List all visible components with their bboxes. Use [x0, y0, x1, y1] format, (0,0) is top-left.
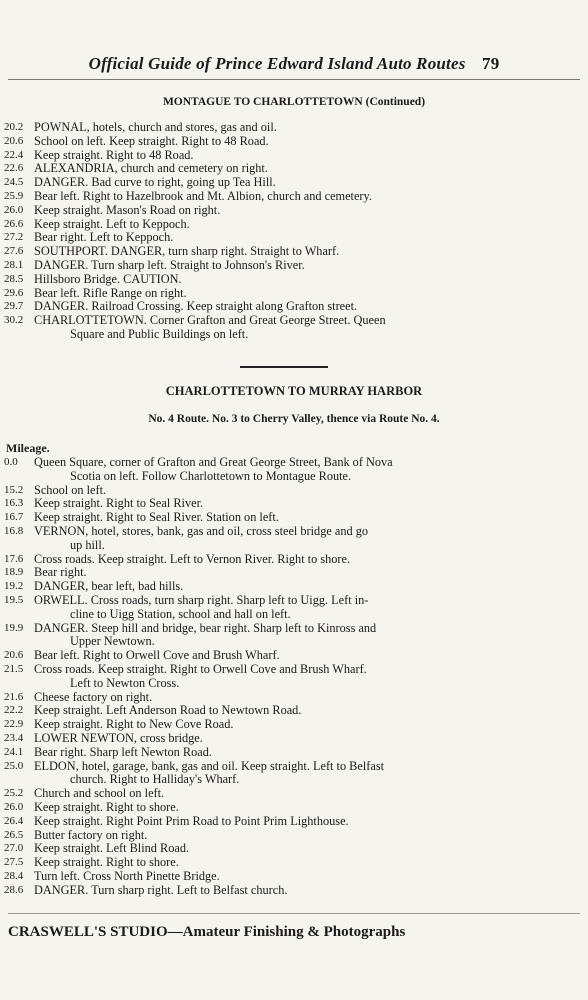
direction-text: Keep straight. Left Blind Road. [34, 841, 190, 856]
route-entry [0, 801, 588, 815]
mileage-value: 20.6 [4, 134, 24, 147]
mileage-value: 29.6 [4, 286, 24, 299]
route-entry [0, 511, 588, 525]
mileage-value: 0.0 [4, 456, 18, 468]
route-entry [0, 856, 588, 870]
direction-text: DANGER. Turn sharp right. Left to Belfast church. [34, 882, 288, 897]
route-entry [0, 691, 588, 705]
direction-continuation: church. Right to Halliday's Wharf. [70, 772, 240, 787]
route-entry [0, 829, 588, 843]
mileage-value: 22.6 [4, 162, 24, 175]
mileage-value: 19.2 [4, 580, 24, 593]
direction-text: School on left. Keep straight. Right to 48 Road. [34, 133, 269, 148]
route-entry [0, 732, 588, 746]
direction-text: Bear right. Sharp left Newton Road. [34, 744, 212, 759]
section-title-montague: MONTAGUE TO CHARLOTTETOWN (Continued) [162, 96, 426, 108]
route-direction [34, 176, 524, 190]
route-direction [34, 649, 524, 663]
route-entry [0, 815, 588, 829]
route-direction [34, 497, 524, 511]
route-direction [34, 746, 524, 760]
route-entry [0, 787, 588, 801]
direction-text: Keep straight. Right to Seal River. Station on left. [34, 510, 279, 525]
mileage-value: 26.6 [4, 217, 24, 230]
route-entry [0, 190, 588, 204]
section-divider [240, 366, 328, 368]
route-direction [34, 691, 524, 705]
direction-text: Bear left. Right to Hazelbrook and Mt. Albion, church and cemetery. [34, 188, 372, 203]
header-rule [8, 79, 580, 80]
route-direction [34, 801, 524, 815]
mileage-value: 28.6 [4, 883, 24, 896]
route-entry [0, 746, 588, 760]
direction-text: Keep straight. Left to Keppoch. [34, 216, 190, 231]
direction-text: Turn left. Cross North Pinette Bridge. [34, 868, 220, 883]
mileage-value: 29.7 [4, 300, 24, 313]
mileage-value: 30.2 [4, 314, 24, 327]
route-entry [0, 566, 588, 580]
direction-text: ORWELL. Cross roads, turn sharp right. Sharp left to Uigg. Left in- [34, 592, 369, 607]
route-direction [34, 732, 524, 746]
route-direction [34, 718, 524, 732]
route-entry [0, 259, 588, 273]
direction-text: Butter factory on right. [34, 827, 148, 842]
route-entry [0, 287, 588, 301]
route-entry [0, 149, 588, 163]
route-direction [34, 525, 524, 553]
mileage-value: 16.3 [4, 497, 24, 510]
direction-text: Keep straight. Right to shore. [34, 799, 179, 814]
mileage-value: 22.4 [4, 148, 24, 161]
route-entry [0, 580, 588, 594]
route-entry [0, 497, 588, 511]
direction-text: Keep straight. Right to 48 Road. [34, 147, 194, 162]
route-entry [0, 553, 588, 567]
direction-continuation: Square and Public Buildings on left. [70, 326, 249, 341]
route-direction [34, 663, 524, 691]
route-entry [0, 218, 588, 232]
route-direction [34, 842, 524, 856]
direction-text: ALEXANDRIA, church and cemetery on right. [34, 161, 268, 176]
direction-continuation: cline to Uigg Station, school and hall on left. [70, 606, 291, 621]
route-direction [34, 760, 524, 788]
direction-text: Keep straight. Left Anderson Road to Newtown Road. [34, 703, 302, 718]
route-direction [34, 218, 524, 232]
route-direction [34, 204, 524, 218]
route-direction [34, 259, 524, 273]
route-list-murray-harbor [0, 456, 588, 898]
direction-text: Bear left. Rifle Range on right. [34, 285, 187, 300]
route-direction [34, 787, 524, 801]
route-direction [34, 829, 524, 843]
mileage-value: 27.5 [4, 856, 24, 869]
direction-text: VERNON, hotel, stores, bank, gas and oil, cross steel bridge and go [34, 523, 369, 538]
route-direction [34, 162, 524, 176]
mileage-value: 27.0 [4, 842, 24, 855]
route-subtitle: No. 4 Route. No. 3 to Cherry Valley, thence via Route No. 4. [148, 413, 440, 425]
route-direction [34, 580, 524, 594]
direction-text: DANGER. Railroad Crossing. Keep straight along Grafton street. [34, 299, 358, 314]
route-direction [34, 135, 524, 149]
route-direction [34, 149, 524, 163]
route-direction [34, 870, 524, 884]
mileage-value: 26.4 [4, 814, 24, 827]
route-entry [0, 842, 588, 856]
route-entry [0, 622, 588, 650]
route-entry [0, 870, 588, 884]
route-entry [0, 314, 588, 342]
mileage-value: 22.2 [4, 704, 24, 717]
direction-text: CHARLOTTETOWN. Corner Grafton and Great George Street. Queen [34, 313, 386, 328]
mileage-value: 15.2 [4, 483, 24, 496]
direction-text: Cross roads. Keep straight. Right to Orwell Cove and Brush Wharf. [34, 661, 367, 676]
route-entry [0, 231, 588, 245]
route-entry [0, 121, 588, 135]
route-list-montague [0, 121, 588, 342]
route-direction [34, 622, 524, 650]
mileage-value: 18.9 [4, 566, 24, 579]
mileage-value: 25.2 [4, 787, 24, 800]
mileage-value: 26.0 [4, 203, 24, 216]
route-direction [34, 884, 524, 898]
page-header [0, 54, 588, 76]
mileage-value: 16.7 [4, 511, 24, 524]
mileage-value: 22.9 [4, 718, 24, 731]
direction-text: Keep straight. Right to New Cove Road. [34, 717, 234, 732]
route-entry [0, 273, 588, 287]
mileage-label: Mileage. [6, 441, 50, 455]
mileage-value: 28.5 [4, 272, 24, 285]
route-direction [34, 594, 524, 622]
mileage-value: 24.1 [4, 745, 24, 758]
advertisement-footer: CRASWELL'S STUDIO—Amateur Finishing & Photographs [8, 924, 406, 940]
route-direction [34, 287, 524, 301]
route-direction [34, 314, 524, 342]
route-entry [0, 663, 588, 691]
route-direction [34, 121, 524, 135]
mileage-value: 19.5 [4, 593, 24, 606]
direction-text: Cheese factory on right. [34, 689, 153, 704]
route-entry [0, 594, 588, 622]
direction-text: ELDON, hotel, garage, bank, gas and oil. Keep straight. Left to Belfast [34, 758, 385, 773]
mileage-value: 28.1 [4, 258, 24, 271]
mileage-value: 21.6 [4, 690, 24, 703]
mileage-value: 25.0 [4, 759, 24, 772]
direction-text: LOWER NEWTON, cross bridge. [34, 730, 203, 745]
direction-text: POWNAL, hotels, church and stores, gas and oil. [34, 120, 277, 134]
mileage-value: 24.5 [4, 176, 24, 189]
direction-text: Cross roads. Keep straight. Left to Vernon River. Right to shore. [34, 551, 351, 566]
direction-text: Bear right. Left to Keppoch. [34, 230, 174, 245]
guide-title: Official Guide of Prince Edward Island Auto Routes [88, 54, 466, 73]
route-entry [0, 884, 588, 898]
mileage-value: 27.2 [4, 231, 24, 244]
direction-text: School on left. [34, 482, 107, 497]
route-entry [0, 760, 588, 788]
route-entry [0, 176, 588, 190]
route-entry [0, 135, 588, 149]
mileage-value: 25.9 [4, 189, 24, 202]
direction-continuation: Left to Newton Cross. [70, 675, 180, 690]
route-direction [34, 231, 524, 245]
route-direction [34, 300, 524, 314]
route-direction [34, 511, 524, 525]
mileage-value: 17.6 [4, 552, 24, 565]
route-direction [34, 456, 524, 484]
route-entry [0, 245, 588, 259]
footer-rule [8, 913, 580, 914]
route-entry [0, 162, 588, 176]
route-direction [34, 815, 524, 829]
route-entry [0, 704, 588, 718]
direction-text: Bear left. Right to Orwell Cove and Brush Wharf. [34, 648, 280, 663]
direction-continuation: Upper Newtown. [70, 634, 155, 649]
direction-text: SOUTHPORT. DANGER, turn sharp right. Straight to Wharf. [34, 244, 340, 259]
route-direction [34, 190, 524, 204]
direction-continuation: up hill. [70, 537, 105, 552]
direction-text: Keep straight. Right to Seal River. [34, 496, 204, 511]
route-direction [34, 273, 524, 287]
direction-text: Hillsboro Bridge. CAUTION. [34, 271, 182, 286]
mileage-value: 20.2 [4, 121, 24, 133]
route-entry [0, 525, 588, 553]
route-entry [0, 484, 588, 498]
direction-text: Queen Square, corner of Grafton and Great George Street, Bank of Nova [34, 455, 393, 469]
direction-text: DANGER, bear left, bad hills. [34, 579, 184, 594]
direction-continuation: Scotia on left. Follow Charlottetown to Montague Route. [70, 468, 352, 483]
mileage-value: 19.9 [4, 621, 24, 634]
direction-text: Bear right. [34, 565, 87, 580]
direction-text: Keep straight. Right Point Prim Road to Point Prim Lighthouse. [34, 813, 349, 828]
mileage-value: 16.8 [4, 524, 24, 537]
route-entry [0, 456, 588, 484]
direction-text: DANGER. Steep hill and bridge, bear right. Sharp left to Kinross and [34, 620, 377, 635]
route-entry [0, 649, 588, 663]
mileage-value: 21.5 [4, 662, 24, 675]
direction-text: Church and school on left. [34, 786, 165, 801]
mileage-value: 26.0 [4, 800, 24, 813]
direction-text: Keep straight. Right to shore. [34, 855, 179, 870]
direction-text: DANGER. Bad curve to right, going up Tea Hill. [34, 175, 276, 190]
route-entry [0, 718, 588, 732]
route-direction [34, 484, 524, 498]
mileage-value: 27.6 [4, 245, 24, 258]
mileage-value: 28.4 [4, 869, 24, 882]
route-direction [34, 245, 524, 259]
mileage-value: 23.4 [4, 731, 24, 744]
route-direction [34, 566, 524, 580]
page-number: 79 [482, 54, 500, 73]
route-direction [34, 856, 524, 870]
route-direction [34, 704, 524, 718]
route-entry [0, 204, 588, 218]
direction-text: DANGER. Turn sharp left. Straight to Johnson's River. [34, 257, 305, 272]
direction-text: Keep straight. Mason's Road on right. [34, 202, 221, 217]
section-title-murray-harbor: CHARLOTTETOWN TO MURRAY HARBOR [165, 384, 423, 398]
route-direction [34, 553, 524, 567]
mileage-value: 20.6 [4, 649, 24, 662]
mileage-value: 26.5 [4, 828, 24, 841]
route-entry [0, 300, 588, 314]
